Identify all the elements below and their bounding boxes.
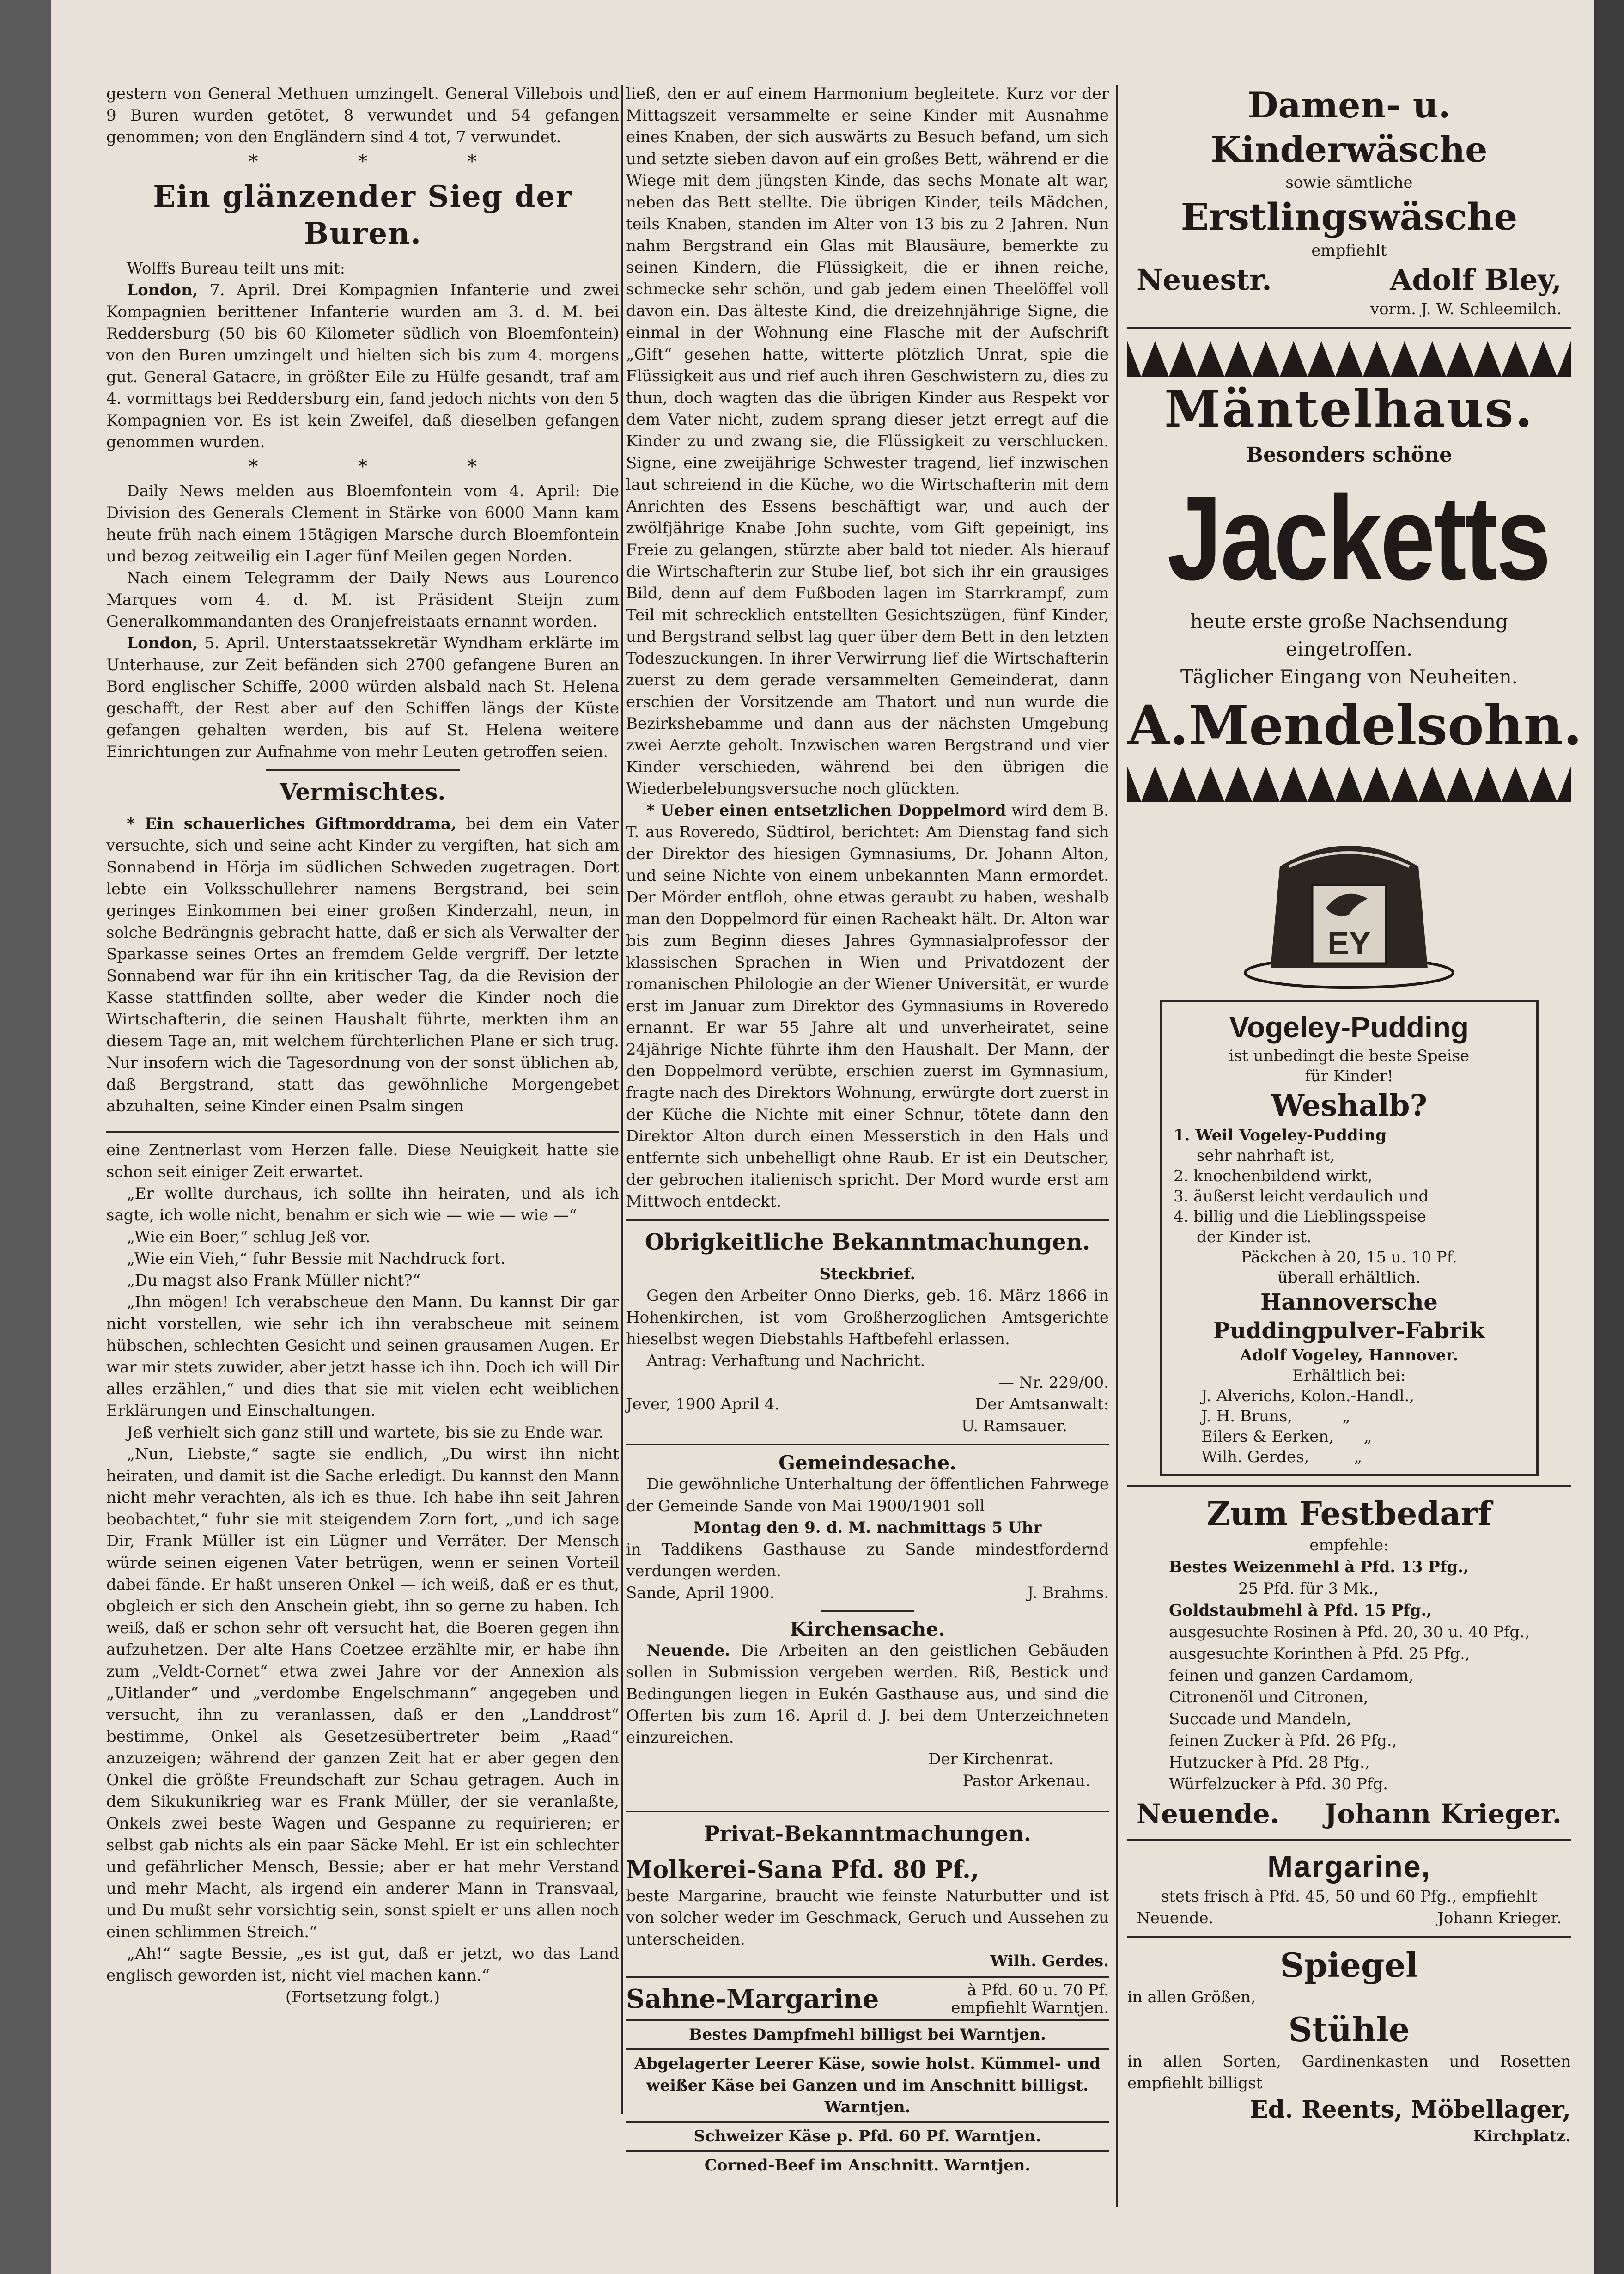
festbedarf-title: Zum Festbedarf xyxy=(1206,1494,1492,1533)
zigzag-border-top xyxy=(1127,335,1571,377)
section-title-vermischtes: Vermischtes. xyxy=(280,778,446,805)
novel-paragraph: Jeß verhielt sich ganz still und wartete, bis sie zu Ende war. xyxy=(127,1423,604,1442)
novel-paragraph: eine Zentnerlast vom Herzen falle. Diese Neuigkeit hatte sie schon seit einiger Zeit erwartet. xyxy=(106,1141,619,1181)
divider xyxy=(626,2150,1109,2152)
divider xyxy=(1127,1839,1571,1841)
spiegel-title: Spiegel xyxy=(1280,1945,1418,1985)
reents-name: Ed. Reents, Möbellager, xyxy=(1250,2096,1571,2124)
schweizer-ad: Schweizer Käse p. Pfd. 60 Pf. Warntjen. xyxy=(693,2127,1041,2146)
pudding-seller: Wilh. Gerdes, „ xyxy=(1201,1448,1362,1466)
mantel-line1: heute erste große Nachsendung eingetroffen. xyxy=(1190,610,1508,660)
ey-label: EY xyxy=(1327,925,1371,961)
molkerei-title: Molkerei-Sana Pfd. 80 Pf., xyxy=(626,1856,979,1884)
divider xyxy=(626,2121,1109,2123)
mantel-line2: Täglicher Eingang von Neuheiten. xyxy=(1180,665,1518,688)
pudding-title: Vogeley-Pudding xyxy=(1229,1011,1469,1044)
pudding-fabrik2: Puddingpulver-Fabrik xyxy=(1213,1318,1485,1344)
festbedarf-item: Succade und Mandeln, xyxy=(1169,1710,1352,1728)
gemeindesache-text-2: in Taddikens Gasthause zu Sande mindestfordernd verdungen werden. xyxy=(626,1540,1109,1580)
pudding-item: 4. billig und die Lieblingsspeise xyxy=(1174,1207,1426,1226)
divider xyxy=(1127,327,1571,329)
london-report-1: London, 7. April. Drei Kompagnien Infanterie und zwei Kompagnien berittener Infanterie wurden am 3. d. M. bei Reddersburg (50 bis 60 Kilometer südlich von Bloemfontein) von den Buren umzingelt und hielten sich bis zum 4. morgens gut. General Gatacre, in größter Eile zu Hülfe gesandt, traf am 4. vormittags bei Reddersburg ein, fand jedoch nichts von den 5 Kompagnien vor. Es ist kein Zweifel, daß dieselben gefangen genommen wurden. xyxy=(106,281,620,451)
molkerei-signature: Wilh. Gerdes. xyxy=(990,1952,1109,1970)
kirchensache-title: Kirchensache. xyxy=(790,1618,945,1640)
separator-stars: * * * xyxy=(249,456,477,477)
gemeindesache-date: Montag den 9. d. M. nachmittags 5 Uhr xyxy=(693,1518,1042,1537)
kirchensache-sig1: Der Kirchenrat. xyxy=(928,1750,1053,1768)
novel-paragraph: „Ah!“ sagte Bessie, „es ist gut, daß er jetzt, wo das Land englisch geworden ist, nicht viel machen kann.“ xyxy=(106,1945,619,1985)
festbedarf-emp: empfehle: xyxy=(1309,1536,1389,1555)
column-middle xyxy=(626,83,1109,2176)
column-left xyxy=(106,83,619,2008)
stuehle-title: Stühle xyxy=(1288,2010,1410,2049)
continued-note: (Fortsetzung folgt.) xyxy=(285,1988,440,2006)
steckbrief-antrag: Antrag: Verhaftung und Nachricht. xyxy=(646,1352,925,1370)
mantel-sub: Besonders schöne xyxy=(1246,443,1453,467)
divider xyxy=(626,1444,1109,1445)
stuehle-text: in allen Sorten, Gardinenkasten und Rosetten empfiehlt billigst xyxy=(1127,2052,1571,2092)
festbedarf-item: feinen Zucker à Pfd. 26 Pfg., xyxy=(1169,1731,1397,1750)
pudding-why: Weshalb? xyxy=(1271,1088,1427,1123)
pudding-seller: J. Alverichs, Kolon.-Handl., xyxy=(1201,1387,1415,1405)
pudding-pack2: überall erhältlich. xyxy=(1277,1268,1421,1287)
novel-paragraph: „Wie ein Boer,“ schlug Jeß vor. xyxy=(127,1228,371,1246)
reents-place: Kirchplatz. xyxy=(1473,2127,1571,2146)
divider xyxy=(626,1219,1109,1221)
damen-vorm: vorm. J. W. Schleemilch. xyxy=(1370,300,1562,318)
london-report-2: London, 5. April. Unterstaatssekretär Wyndham erklärte im Unterhause, zur Zeit befänden sich 2700 gefangene Buren an Bord englischer Schiffe, 2000 würden alsbald nach St. Helena geschafft, der Rest aber auf den Schiffen längs der Küste gefangen gehalten werden, bis auf St. Helena weitere Einrichtungen zur Aufnahme von mehr Leuten getroffen seien. xyxy=(106,634,619,761)
pudding-mold-image xyxy=(1238,816,1460,991)
pudding-ad xyxy=(1160,1000,1539,1476)
festbedarf-footer: Neuende. Johann Krieger. xyxy=(1137,1798,1562,1829)
margarine-ad xyxy=(1127,1847,1571,1929)
spiegel-sub: in allen Größen, xyxy=(1127,1988,1256,2006)
sahne-ad: Sahne-Margarine à Pfd. 60 u. 70 Pf. empfiehlt Warntjen. xyxy=(626,1981,1109,2017)
corned-beef-ad: Corned-Beef im Anschnitt. Warntjen. xyxy=(704,2156,1031,2175)
steckbrief-footer: Jever, 1900 April 4. Der Amtsanwalt: xyxy=(626,1395,1109,1414)
divider xyxy=(1127,1936,1571,1938)
molkerei-text: beste Margarine, braucht wie feinste Naturbutter und ist von solcher weder im Geschmack, Geruch und Aussehen zu unterscheiden. xyxy=(626,1887,1109,1949)
pudding-pack: Päckchen à 20, 15 u. 10 Pf. xyxy=(1241,1248,1457,1267)
pudding-item: der Kinder ist. xyxy=(1197,1228,1312,1246)
damen-emp: empfiehlt xyxy=(1311,241,1387,260)
pudding-erhaeltlich: Erhältlich bei: xyxy=(1292,1366,1406,1385)
divider xyxy=(821,1610,914,1612)
jacketts-headline: Jacketts xyxy=(1167,471,1550,605)
pudding-line1: ist unbedingt die beste Speise xyxy=(1229,1047,1470,1065)
pudding-seller: Eilers & Eerken, „ xyxy=(1201,1427,1372,1446)
divider xyxy=(626,1976,1109,1978)
steckbrief-signature: U. Ramsauer. xyxy=(961,1417,1067,1435)
scan-edge xyxy=(1594,0,1624,2274)
novel-paragraph: „Er wollte durchaus, ich sollte ihn heiraten, und als ich sagte, ich wolle nicht, benahm er sich wie — wie — wie —“ xyxy=(106,1184,619,1225)
festbedarf-item: ausgesuchte Korinthen à Pfd. 25 Pfg., xyxy=(1169,1645,1470,1663)
kirchensache-sig2: Pastor Arkenau. xyxy=(962,1772,1090,1790)
festbedarf-item: Citronenöl und Citronen, xyxy=(1169,1688,1369,1707)
divider xyxy=(106,1131,619,1133)
festbedarf-ad xyxy=(1127,1493,1571,1832)
novel-paragraph: „Du magst also Frank Müller nicht?“ xyxy=(127,1271,420,1290)
divider xyxy=(1127,1485,1571,1487)
mantel-ad xyxy=(1127,377,1582,760)
dampfmehl-ad: Bestes Dampfmehl billigst bei Warntjen. xyxy=(689,2025,1046,2044)
damen-ad xyxy=(1127,83,1571,320)
doppelmord-article: * Ueber einen entsetzlichen Doppelmord wird dem B. T. aus Roveredo, Südtirol, berichtet: Am Dienstag fand sich der Direktor des hiesigen Gymnasiums, Dr. Johann Alton, und seine Nichte von einem unbekannten Mann ermordet. Der Mörder entfloh, ohne etwas geraubt zu haben, weshalb man den Doppelmord für einen Racheakt hält. Dr. Alton war bis zum Beginn dieses Jahres Gymnasialprofessor der klassischen Sprachen in Wien und Privatdozent der romanischen Philologie an der Wiener Universität, er wurde erst im Januar zum Direktor des Gymnasiums in Roveredo ernannt. Er war 55 Jahre alt und unverheiratet, seine 24jährige Nichte führte ihm den Haushalt. Der Mann, der den Doppelmord verübte, erschien zuerst im Gymnasium, fragte nach des Direktors Wohnung, erwürgte dort zuerst in der Küche die Nichte mit einer Schnur, tötete dann den Direktor Alton durch einen Messerstich in den Hals und entfernte sich unbehelligt ohne Raub. Er ist ein Deutscher, der gebrochen italienisch spricht. Der Mord wurde erst am Mittwoch entdeckt. xyxy=(626,801,1109,1211)
divider xyxy=(626,2019,1109,2021)
separator-stars: * * * xyxy=(249,151,477,172)
damen-big: Erstlingswäsche xyxy=(1180,195,1518,238)
damen-footer: Neuestr. Adolf Bley, xyxy=(1137,263,1562,297)
daily-news-report: Daily News melden aus Bloemfontein vom 4. April: Die Division des Generals Clement in Stärke von 6000 Mann kam heute früh nach einem 15tägigen Marsche durch Bloemfontein und bezog zeitweilig ein Lager fünf Meilen gegen Norden. xyxy=(106,482,619,566)
column-right xyxy=(1127,83,1582,2147)
margarine-footer: Neuende. Johann Krieger. xyxy=(1137,1909,1562,1927)
festbedarf-item: Bestes Weizenmehl à Pfd. 13 Pfg., xyxy=(1169,1558,1469,1576)
giftmord-article: * Ein schauerliches Giftmorddrama, bei dem ein Vater versuchte, sich und seine acht Kinder zu vergiften, hat sich am Sonnabend in Hörja im südlichen Schweden zugetragen. Dort lebte ein Volksschullehrer namens Bergstrand, bei sein geringes Einkommen bei einer großen Kinderzahl, neun, in solche Bedrängnis gebracht hatte, daß er sich als Verwalter der Sparkasse seines Ortes an fremdem Gelde vergriff. Der letzte Sonnabend war für ihn ein kritischer Tag, da die Revision der Kasse stattfinden sollte, aber weder die Kinder noch die Wirtschafterin, die seinen Haushalt führte, merkten ihm an diesem Tage an, mit welchem fürchterlichen Plane er sich trug. Nur insofern wich die Tagesordnung von der sonst üblichen ab, daß Bergstrand, statt das gewöhnliche Morgengebet abzuhalten, seine Kinder einen Psalm singen xyxy=(106,815,619,1116)
festbedarf-item: feinen und ganzen Cardamom, xyxy=(1169,1666,1414,1685)
kirchensache-text: Neuende. Die Arbeiten an den geistlichen Gebäuden sollen in Submission vergeben werden. Riß, Bestick und Bedingungen liegen in Eukén Gasthause aus, und sind die Offerten bis zum 16. April d. J. bei dem Unterzeichneten einzureichen. xyxy=(626,1641,1109,1747)
kaese-ad: Abgelagerter Leerer Käse, sowie holst. Kümmel- und weißer Käse bei Ganzen und im Anschnitt billigst. Warntjen. xyxy=(634,2055,1101,2116)
pudding-fabrik3: Adolf Vogeley, Hannover. xyxy=(1240,1346,1459,1365)
damen-title: Damen- u. Kinderwäsche xyxy=(1210,85,1488,170)
pudding-fabrik1: Hannoversche xyxy=(1260,1289,1438,1315)
mantel-title: Mäntelhaus. xyxy=(1164,379,1534,439)
novel-paragraph: „Nun, Liebste,“ sagte sie endlich, „Du wirst ihn nicht heiraten, und damit ist die Sache erledigt. Du kannst den Mann nicht mehr verachten, als ich es thue. Ich habe ihn seit Jahren beobachtet,“ fuhr sie mit steigendem Zorn fort, „und ich sage Dir, Frank Müller ist ein Lügner und Verräter. Der Mensch würde seinen eigenen Vater betrügen, wenn er seinen Vorteil dabei fände. Er haßt unseren Onkel — ich weiß, daß er es thut, obgleich er sich den Anschein giebt, ihn so gerne zu haben. Ich weiß, daß er schon sehr oft versucht hat, die Boeren gegen ihn aufzuhetzen. Der alte Hans Coetzee erzählte mir, er habe ihn zum „Veldt-Cornet“ etwa zwei Jahre vor der Annexion als „Uitlander“ und „verdombe Engelschmann“ angegeben und versucht, ihn zu veranlassen, daß er den „Landdrost“ bestimme, Onkel als Gesetzesübertreter beim „Raad“ anzuzeigen; während der ganzen Zeit hat er aber gegen den Onkel die größte Freundschaft zur Schau getragen. Auch in dem Sikukunikrieg war es Frank Müller, der sie veranlaßte, Onkels zwei beste Wagen und Gespanne zu requirieren; er selbst gab nichts als ein paar Säcke Mehl. Er ist ein schlechter und gefährlicher Mensch, Bessie; aber er hat mehr Verstand und mehr Macht, als irgend ein anderer Mann in Transvaal, und Du mußt sehr vorsichtig sein, sonst spielt er uns allen noch einen schlimmen Streich.“ xyxy=(106,1445,619,1941)
section-title-privat: Privat-Bekanntmachungen. xyxy=(704,1821,1031,1846)
pudding-line2: für Kinder! xyxy=(1305,1067,1393,1085)
novel-paragraph: „Wie ein Vieh,“ fuhr Bessie mit Nachdruck fort. xyxy=(127,1250,506,1268)
margarine-text: stets frisch à Pfd. 45, 50 und 60 Pfg., empfiehlt xyxy=(1161,1887,1538,1906)
damen-sub: sowie sämtliche xyxy=(1285,173,1413,192)
column-divider xyxy=(621,85,623,2114)
festbedarf-item: ausgesuchte Rosinen à Pfd. 20, 30 u. 40 Pfg., xyxy=(1169,1623,1530,1641)
gemeindesache-text: Die gewöhnliche Unterhaltung der öffentlichen Fahrwege der Gemeinde Sande von Mai 1900/1901 soll xyxy=(626,1475,1109,1515)
pudding-item: 1. Weil Vogeley-Pudding xyxy=(1174,1126,1387,1145)
section-title-obrigkeitlich: Obrigkeitliche Bekanntmachungen. xyxy=(645,1229,1090,1255)
giftmord-continued: ließ, den er auf einem Harmonium begleitete. Kurz vor der Mittagszeit versammelte er seine Kinder mit Ausnahme eines Knaben, der sich auswärts zu Besuch befand, um sich und setzte sieben davon auf ein großes Bett, während er die Wiege mit dem jüngsten Kinde, das sechs Monate alt war, neben das Bett stellte. Die übrigen Kinder, teils Mädchen, teils Knaben, standen im Alter von 13 bis zu 2 Jahren. Nun nahm Bergstrand ein Glas mit Blausäure, bemerkte zu seinen Kindern, die Flüssigkeit, die er ihnen reiche, schmecke sehr schön, und gab jedem einen Theelöffel voll davon ein. Das älteste Kind, die dreizehnjährige Signe, die einmal in der Wohnung eine Flasche mit der Aufschrift „Gift“ gesehen hatte, witterte plötzlich Unrat, spie die Flüssigkeit aus und rief auch ihren Geschwistern zu, dies zu thun, doch wagten das die übrigen Kinder aus Respekt vor dem Vater nicht, zudem sprang dieser jetzt erregt auf die Kinder zu und zwang sie, die Flüssigkeit zu verschlucken. Signe, eine zweijährige Schwester tragend, lief inzwischen laut schreiend in die Küche, wo die Wirtschafterin mit dem Anrichten des Essens beschäftigt war, und auch der zwölfjährige Knabe John suchte, vom Gift gepeinigt, ins Freie zu gelangen, stürzte aber bald tot nieder. Als hierauf die Wirtschafterin zur Stube lief, bot sich ihr ein grausiges Bild, denn auf dem Fußboden lagen im Starrkrampf, zum Teil mit schrecklich entstellten Gesichtszügen, fünf Kinder, und Bergstrand selbst lag quer über dem Bett in den letzten Todeszuckungen. In ihrer Verwirrung lief die Wirtschafterin zuerst zu dem gerade versammelten Gemeinderat, dann erschien der Vorsitzende am Thatort und nun wurde die Bezirkshebamme und dann aus der nächsten Umgebung zwei Aerzte geholt. Inzwischen waren Bergstrand und vier Kinder verschieden, während bei den übrigen die Wiederbelebungsversuche noch glückten. xyxy=(626,85,1109,798)
steckbrief-text: Gegen den Arbeiter Onno Dierks, geb. 16. März 1866 in Hohenkirchen, ist vom Großherzoglichen Amtsgerichte hieselbst wegen Diebstahls Haftbefehl erlassen. xyxy=(626,1286,1109,1348)
wolff-text: Wolffs Bureau teilt uns mit: xyxy=(127,259,346,278)
moebel-ad xyxy=(1127,1944,1571,2147)
steckbrief-title: Steckbrief. xyxy=(819,1265,916,1283)
festbedarf-item: Goldstaubmehl à Pfd. 15 Pfg., xyxy=(1169,1601,1432,1620)
gemeindesache-footer: Sande, April 1900. J. Brahms. xyxy=(626,1584,1109,1602)
column-divider xyxy=(1116,85,1118,2207)
novel-paragraph: „Ihn mögen! Ich verabscheue den Mann. Du kannst Dir gar nicht vorstellen, wie sehr ich ihn verabscheue mit seinem hübschen, schlechten Gesicht und seinen grausamen Augen. Er war mir stets zuwider, aber jetzt hasse ich ihn. Doch ich will Dir alles erzählen,“ und dies that sie mit vielen echt weiblichen Erklärungen und Einschaltungen. xyxy=(106,1293,619,1420)
festbedarf-item: Würfelzucker à Pfd. 30 Pfg. xyxy=(1169,1775,1388,1793)
mendelsohn-name: A.Mendelsohn. xyxy=(1127,693,1582,757)
zigzag-border-bottom xyxy=(1127,760,1571,802)
pudding-item: 3. äußerst leicht verdaulich und xyxy=(1174,1187,1429,1206)
divider xyxy=(266,769,460,771)
headline-sieg: Ein glänzender Sieg der Buren. xyxy=(153,179,572,251)
pudding-seller: J. H. Bruns, „ xyxy=(1201,1407,1350,1426)
pudding-item: 2. knochenbildend wirkt, xyxy=(1174,1167,1373,1185)
divider xyxy=(626,1811,1109,1812)
intro-text: gestern von General Methuen umzingelt. General Villebois und 9 Buren wurden getötet, 8 verwundet und 54 gefangen genommen; von den Engländern sind 4 tot, 7 verwundet. xyxy=(106,85,619,146)
pudding-item: sehr nahrhaft ist, xyxy=(1197,1146,1335,1165)
festbedarf-item: Hutzucker à Pfd. 28 Pfg., xyxy=(1169,1753,1370,1772)
festbedarf-item: 25 Pfd. für 3 Mk., xyxy=(1238,1579,1379,1598)
gemeindesache-title: Gemeindesache. xyxy=(779,1451,956,1474)
steckbrief-number: — Nr. 229/00. xyxy=(998,1373,1109,1392)
telegramm-report: Nach einem Telegramm der Daily News aus Lourenco Marques vom 4. d. M. ist Präsident Steijn zum Generalkommandanten des Oranjefreistaats ernannt worden. xyxy=(106,569,619,631)
margarine-title: Margarine, xyxy=(1267,1849,1431,1884)
divider xyxy=(626,2048,1109,2050)
